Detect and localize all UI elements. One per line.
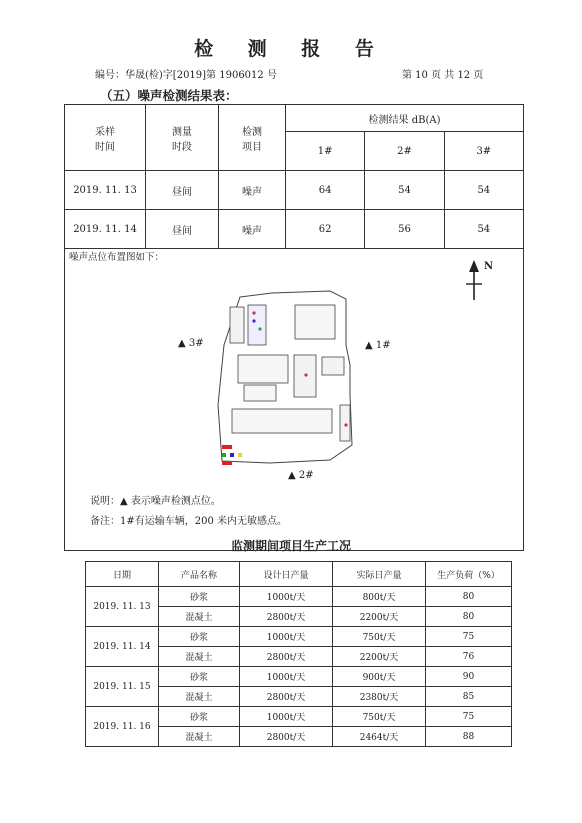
cell-design: 1000t/天 — [240, 667, 333, 687]
page-title: 检 测 报 告 — [194, 38, 388, 60]
cell-product: 混凝土 — [159, 607, 240, 627]
page-info: 第 10 页 共 12 页 — [402, 70, 484, 81]
cell-product: 混凝土 — [159, 687, 240, 707]
cell-value: 54 — [444, 171, 523, 210]
cell-item: 噪声 — [219, 171, 286, 210]
cell-design: 2800t/天 — [240, 727, 333, 747]
cell-product: 混凝土 — [159, 647, 240, 667]
col-point-2: 2# — [365, 132, 444, 171]
cell-actual: 2464t/天 — [333, 727, 426, 747]
col-result: 检测结果 dB(A) — [286, 105, 524, 132]
table-row — [86, 707, 512, 727]
cell-actual: 750t/天 — [333, 707, 426, 727]
cell-date: 2019. 11. 13 — [65, 171, 146, 210]
cell-date: 2019. 11. 13 — [86, 587, 159, 627]
remark-note: 备注：1#有运输车辆，200 米内无敏感点。 — [90, 516, 288, 527]
noise-point-3: ▲ 3# — [178, 338, 204, 349]
col-period: 测量 时段 — [146, 105, 219, 171]
table-row — [86, 667, 512, 687]
col-point-3: 3# — [444, 132, 523, 171]
cell-design: 2800t/天 — [240, 647, 333, 667]
table-row — [65, 171, 524, 210]
cell-actual: 2200t/天 — [333, 647, 426, 667]
cell-design: 1000t/天 — [240, 587, 333, 607]
north-label: N — [484, 261, 494, 272]
cell-load: 80 — [426, 587, 512, 607]
cell-load: 80 — [426, 607, 512, 627]
header-load: 生产负荷（%） — [426, 562, 512, 587]
production-table — [85, 561, 512, 747]
cell-product: 砂浆 — [159, 587, 240, 607]
cell-value: 64 — [286, 171, 365, 210]
map-caption: 噪声点位布置图如下： — [69, 252, 165, 263]
legend-note: 说明：▲ 表示噪声检测点位。 — [90, 496, 221, 507]
cell-actual: 2200t/天 — [333, 607, 426, 627]
cell-value: 54 — [365, 171, 444, 210]
north-arrow-icon — [462, 258, 502, 304]
noise-point-2: ▲ 2# — [288, 470, 314, 481]
cell-product: 砂浆 — [159, 627, 240, 647]
noise-result-table — [64, 104, 524, 249]
cell-load: 76 — [426, 647, 512, 667]
table-row — [86, 587, 512, 607]
header-product: 产品名称 — [159, 562, 240, 587]
table-row — [86, 627, 512, 647]
cell-design: 2800t/天 — [240, 607, 333, 627]
cell-product: 混凝土 — [159, 727, 240, 747]
doc-number: 编号：华晟(检)字[2019]第 1906012 号 — [95, 70, 277, 81]
cell-product: 砂浆 — [159, 707, 240, 727]
cell-value: 62 — [286, 210, 365, 249]
col-sampling-time: 采样 时间 — [65, 105, 146, 171]
cell-load: 90 — [426, 667, 512, 687]
cell-design: 2800t/天 — [240, 687, 333, 707]
header-date: 日期 — [86, 562, 159, 587]
cell-load: 75 — [426, 627, 512, 647]
cell-actual: 900t/天 — [333, 667, 426, 687]
cell-date: 2019. 11. 14 — [65, 210, 146, 249]
production-table-title: 监测期间项目生产工况 — [230, 539, 351, 553]
cell-load: 88 — [426, 727, 512, 747]
cell-value: 54 — [444, 210, 523, 249]
cell-item: 噪声 — [219, 210, 286, 249]
cell-period: 昼间 — [146, 210, 219, 249]
table-row — [65, 210, 524, 249]
cell-actual: 750t/天 — [333, 627, 426, 647]
col-item: 检测 项目 — [219, 105, 286, 171]
cell-actual: 800t/天 — [333, 587, 426, 607]
col-point-1: 1# — [286, 132, 365, 171]
cell-design: 1000t/天 — [240, 707, 333, 727]
header-design: 设计日产量 — [240, 562, 333, 587]
header-actual: 实际日产量 — [333, 562, 426, 587]
cell-period: 昼间 — [146, 171, 219, 210]
cell-load: 75 — [426, 707, 512, 727]
cell-load: 85 — [426, 687, 512, 707]
cell-design: 1000t/天 — [240, 627, 333, 647]
cell-actual: 2380t/天 — [333, 687, 426, 707]
cell-product: 砂浆 — [159, 667, 240, 687]
cell-date: 2019. 11. 15 — [86, 667, 159, 707]
site-plan-map — [210, 285, 370, 475]
noise-point-1: ▲ 1# — [365, 340, 391, 351]
cell-date: 2019. 11. 14 — [86, 627, 159, 667]
section-title: （五）噪声检测结果表： — [100, 88, 238, 103]
cell-date: 2019. 11. 16 — [86, 707, 159, 747]
cell-value: 56 — [365, 210, 444, 249]
